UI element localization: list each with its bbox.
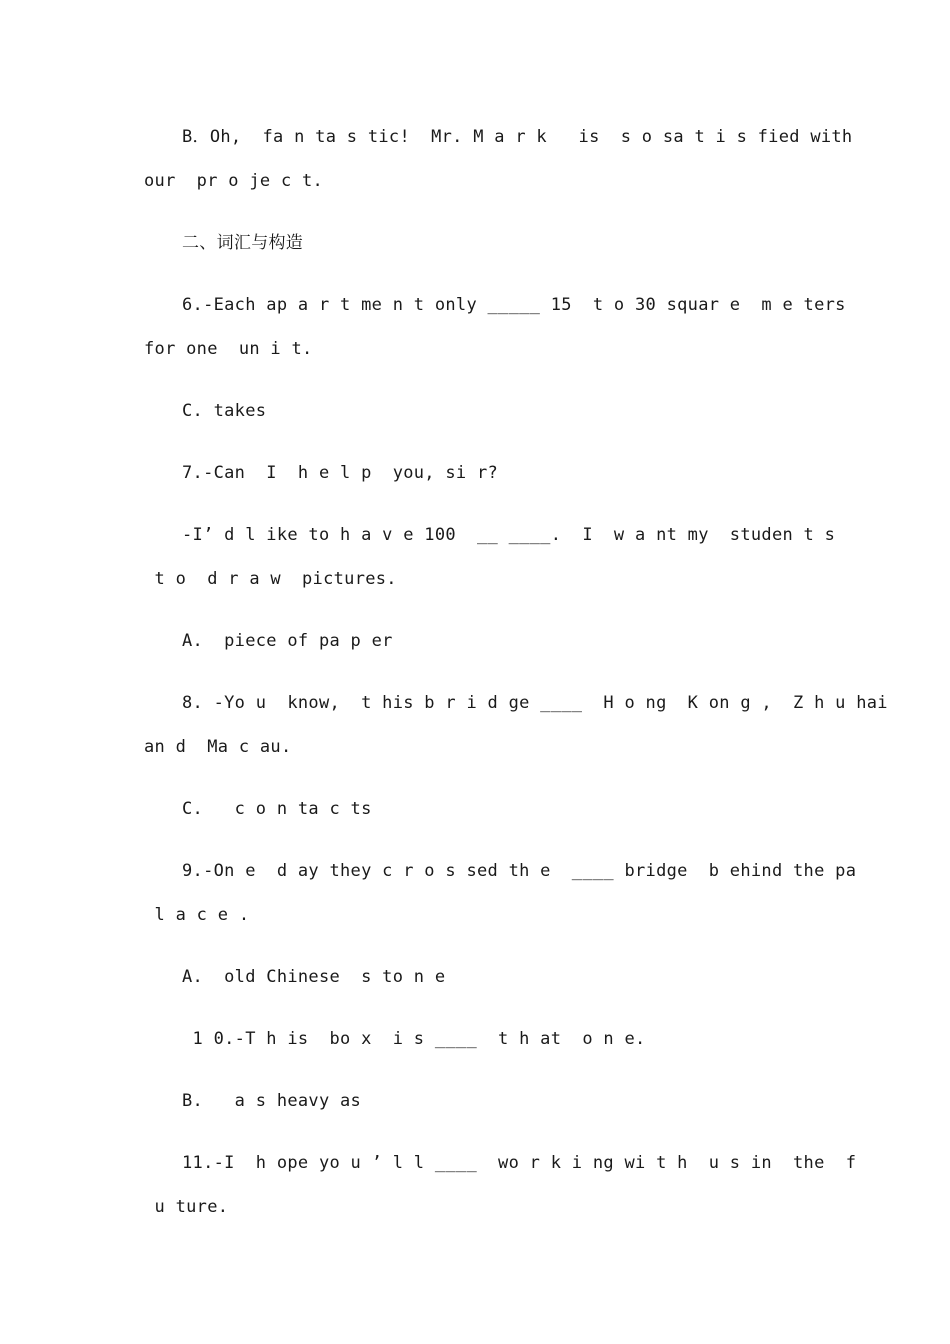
q8-line-2: an d Ma c au. <box>144 737 292 757</box>
q10-answer: B. a s heavy as <box>182 1091 362 1111</box>
section-heading: 二、词汇与构造 <box>182 233 304 253</box>
q10-line-1: 1 0.-T h is bo x i s ____ t h at o n e. <box>182 1029 646 1049</box>
q5-option-b-line-2: our pr o je c t. <box>144 171 324 191</box>
q9-answer: A. old Chinese s to n e <box>182 967 446 987</box>
q7-line-2: -I’ d l ike to h a v e 100 __ ____. I w a nt my studen t s <box>182 525 836 545</box>
q7-line-1: 7.-Can I h e l p you, si r? <box>182 463 499 483</box>
q6-line-2: for one un i t. <box>144 339 313 359</box>
q6-line-1: 6.-Each ap a r t me n t only _____ 15 t o 30 squar e m e ters <box>182 295 846 315</box>
q11-line-2: u ture. <box>144 1197 229 1217</box>
q7-line-3: t o d r a w pictures. <box>144 569 397 589</box>
q11-line-1: 11.-I h ope yo u ’ l l ____ wo r k i ng wi t h u s in the f <box>182 1153 857 1173</box>
q5-option-b-line-1: B．Oh, fa n ta s tic! Mr. M a r k is s o sa t i s fied with <box>182 127 853 147</box>
q7-answer: A. piece of pa p er <box>182 631 393 651</box>
q9-line-1: 9.-On e d ay they c r o s sed th e ____ bridge b ehind the pa <box>182 861 857 881</box>
q8-line-1: 8. -Yo u know, t his b r i d ge ____ H o ng K on g , Z h u hai <box>182 693 888 713</box>
q9-line-2: l a c e . <box>144 905 250 925</box>
q6-answer: C. takes <box>182 401 267 421</box>
q8-answer: C. c o n ta c ts <box>182 799 372 819</box>
